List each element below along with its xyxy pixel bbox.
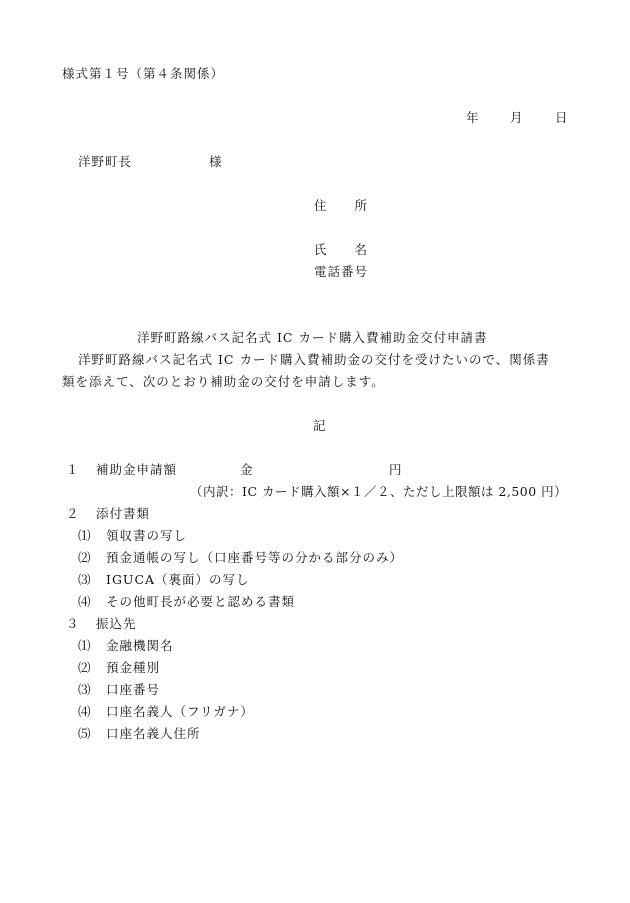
name-label: 氏 名	[314, 242, 369, 257]
item1-label: 補助金申請額	[96, 462, 178, 477]
item2-row	[66, 506, 150, 522]
item3-sub-5	[78, 726, 201, 742]
item3-sub-3	[78, 682, 160, 698]
item3-sub-4-text: 口座名義人（フリガナ）	[106, 704, 254, 719]
item2-sub-3-text: IGUCA（裏面）の写し	[106, 572, 250, 587]
item2-sub-4-number: ⑷	[78, 594, 92, 609]
item2-sub-3-number: ⑶	[78, 572, 92, 587]
item3-label: 振込先	[96, 616, 137, 631]
item2-sub-1-number: ⑴	[78, 528, 92, 543]
item3-number: ３	[66, 616, 80, 631]
intro-line-1: 洋野町路線バス記名式 IC カード購入費補助金の交付を受けたいので、関係書	[78, 352, 550, 367]
intro-line-2: 類を添えて、次のとおり補助金の交付を申請します。	[62, 374, 385, 389]
item3-sub-2-number: ⑵	[78, 660, 92, 675]
item1-yen: 円	[389, 462, 403, 477]
date-month: 月	[510, 110, 524, 125]
item3-sub-1-text: 金融機関名	[106, 638, 174, 653]
item3-sub-5-number: ⑸	[78, 726, 92, 741]
ki-heading: 記	[313, 418, 327, 433]
item2-sub-2-text: 預金通帳の写し（口座番号等の分かる部分のみ）	[106, 550, 404, 565]
item3-sub-2	[78, 660, 160, 676]
item2-sub-3	[78, 572, 250, 588]
item3-sub-3-text: 口座番号	[106, 682, 161, 697]
date-year: 年	[466, 110, 480, 125]
item2-sub-4	[78, 594, 295, 610]
item3-sub-4	[78, 704, 254, 720]
item1-kin: 金	[240, 462, 254, 477]
item1-row	[66, 462, 177, 478]
item2-sub-4-text: その他町長が必要と認める書類	[106, 594, 296, 609]
item3-sub-2-text: 預金種別	[106, 660, 161, 675]
item2-sub-2-number: ⑵	[78, 550, 92, 565]
addressee-title: 洋野町長	[78, 154, 133, 169]
item2-sub-2	[78, 550, 403, 566]
item2-sub-1-text: 領収書の写し	[106, 528, 188, 543]
document-title: 洋野町路線バス記名式 IC カード購入費補助金交付申請書	[137, 330, 488, 345]
item1-note: （内訳：IC カード購入額×１／２、ただし上限額は 2,500 円）	[190, 484, 568, 499]
item3-sub-1-number: ⑴	[78, 638, 92, 653]
form-label: 様式第１号（第４条関係）	[62, 66, 225, 81]
item3-row	[66, 616, 137, 632]
item2-label: 添付書類	[96, 506, 151, 521]
item2-number: ２	[66, 506, 80, 521]
phone-label: 電話番号	[314, 264, 369, 279]
item3-sub-1	[78, 638, 174, 654]
address-label: 住 所	[314, 198, 369, 213]
item1-number: １	[66, 462, 80, 477]
item3-sub-3-number: ⑶	[78, 682, 92, 697]
addressee-honorific: 様	[209, 154, 223, 169]
item2-sub-1	[78, 528, 187, 544]
date-day: 日	[555, 110, 569, 125]
item3-sub-4-number: ⑷	[78, 704, 92, 719]
item3-sub-5-text: 口座名義人住所	[106, 726, 201, 741]
